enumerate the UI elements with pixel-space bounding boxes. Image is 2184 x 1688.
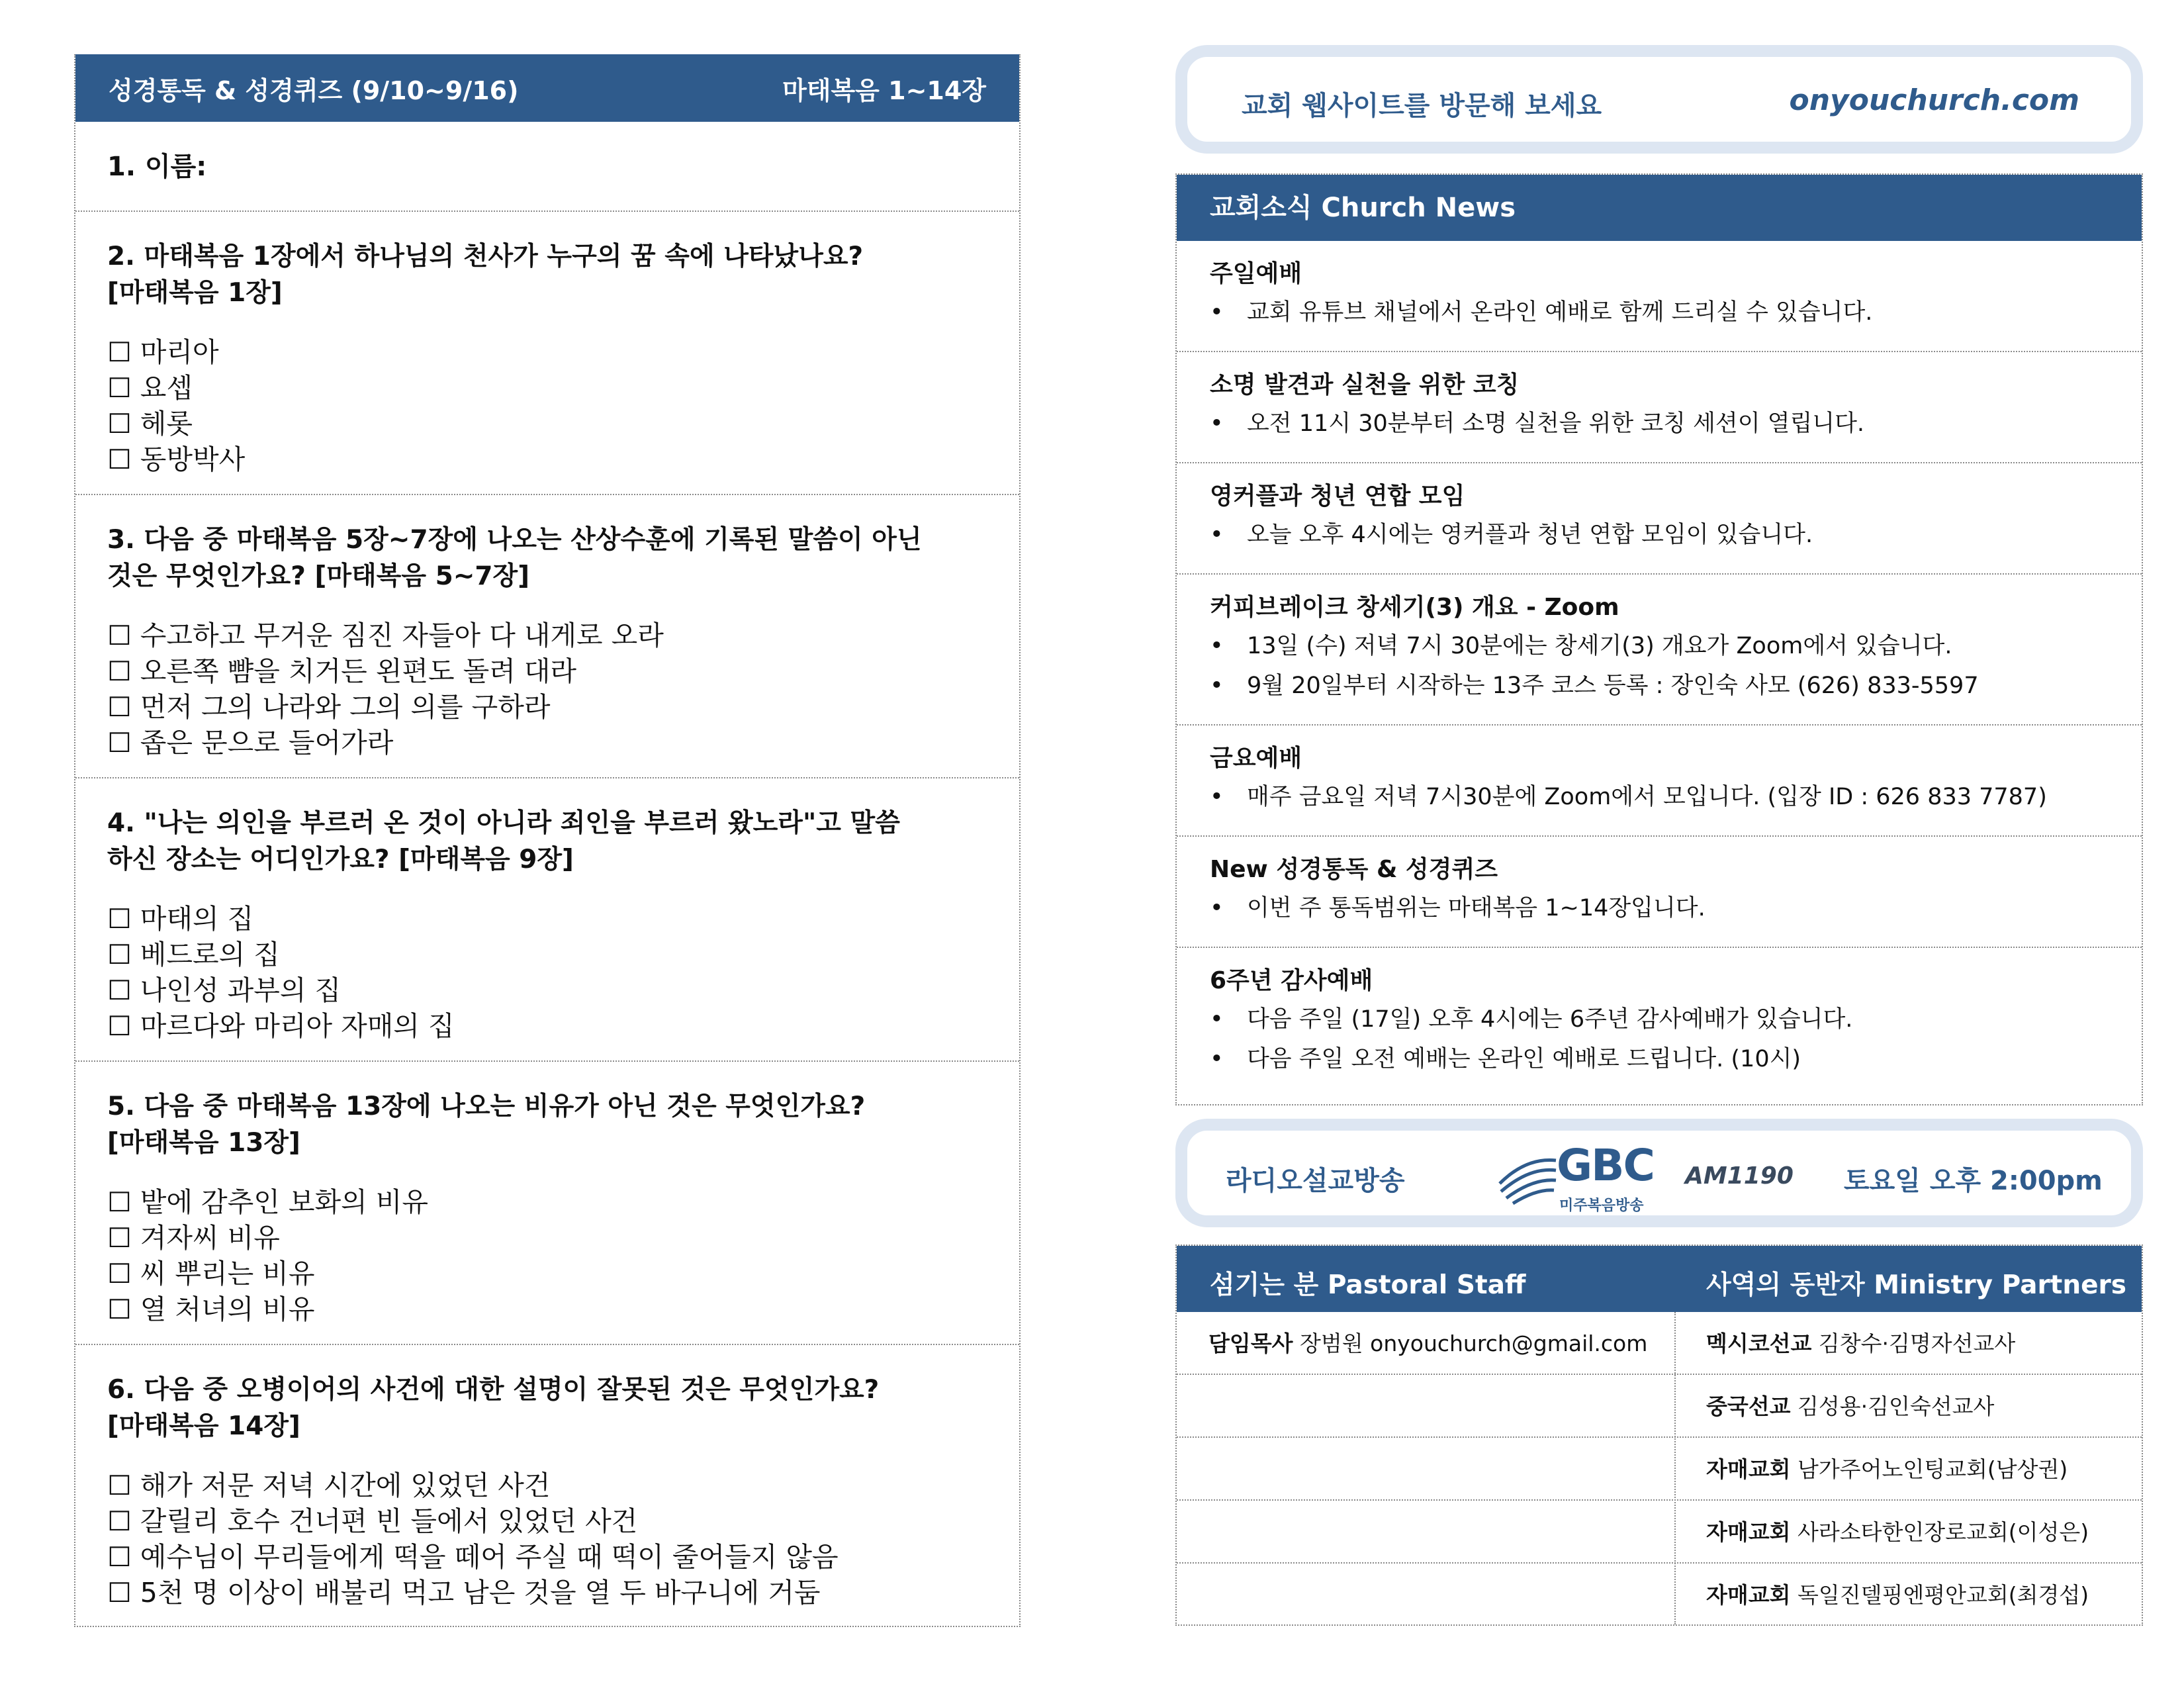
partner-cell: [1706, 1564, 2089, 1626]
news-item: [1177, 241, 2142, 352]
option-checkbox[interactable]: ☐ 열 처녀의 비유: [107, 1293, 315, 1325]
question-text: [107, 778, 987, 878]
partner-name: 사라소타한인장로교회(이성은): [1797, 1519, 2089, 1545]
radio-time: 토요일 오후 2:00pm: [1844, 1166, 2103, 1196]
news-item: [1177, 352, 2142, 463]
question-line-2: [마태복음 1장]: [107, 278, 283, 308]
news-item-title: 소명 발견과 실천을 위한 코칭: [1210, 371, 1520, 399]
option-checkbox[interactable]: ☐ 베드로의 집: [107, 939, 280, 970]
option-checkbox[interactable]: ☐ 마르다와 마리아 자매의 집: [107, 1010, 455, 1042]
pastor-info: 장범원 onyouchurch@gmail.com: [1300, 1331, 1648, 1356]
news-bullet: • 다음 주일 오전 예배는 온라인 예배로 드립니다. (10시): [1210, 1039, 2109, 1079]
news-item: [1177, 463, 2142, 575]
question-line-1: 6. 다음 중 오병이어의 사건에 대한 설명이 잘못된 것은 무엇인가요?: [107, 1375, 880, 1405]
partner-role: 멕시코선교: [1706, 1331, 1812, 1356]
news-bullet: • 9월 20일부터 시작하는 13주 코스 등록 : 장인숙 사모 (626) 833-5597: [1210, 666, 2109, 706]
partner-name: 김성용·김인숙선교사: [1797, 1393, 1995, 1419]
question-line-1: 3. 다음 중 마태복음 5장~7장에 나오는 산상수훈에 기록된 말씀이 아닌: [107, 525, 922, 555]
partner-role: 중국선교: [1706, 1393, 1791, 1419]
radio-frequency: AM1190: [1685, 1162, 1794, 1190]
pastoral-staff-heading: 섬기는 분 Pastoral Staff: [1210, 1270, 1526, 1300]
question-line-1: 2. 마태복음 1장에서 하나님의 천사가 누구의 꿈 속에 나타났나요?: [107, 242, 864, 271]
option-checkbox[interactable]: ☐ 수고하고 무거운 짐진 자들아 다 내게로 오라: [107, 620, 664, 651]
gbc-logo-text: GBC: [1557, 1140, 1654, 1191]
partner-cell: [1706, 1375, 1994, 1438]
website-banner: [1175, 45, 2143, 154]
options: [107, 618, 987, 761]
question-text: [107, 212, 987, 311]
news-header: 교회소식 Church News: [1177, 175, 2142, 241]
partner-cell: [1706, 1312, 2015, 1375]
option-checkbox[interactable]: ☐ 나인성 과부의 집: [107, 974, 341, 1006]
staff-table: [1175, 1244, 2143, 1626]
option-checkbox[interactable]: ☐ 요셉: [107, 372, 193, 404]
news-bullet: • 오전 11시 30분부터 소명 실천을 위한 코칭 세션이 열립니다.: [1210, 404, 2109, 444]
option-checkbox[interactable]: ☐ 먼저 그의 나라와 그의 의를 구하라: [107, 691, 551, 723]
option-checkbox[interactable]: ☐ 동방박사: [107, 444, 246, 475]
option-checkbox[interactable]: ☐ 예수님이 무리들에게 떡을 떼어 주실 때 떡이 줄어들지 않음: [107, 1541, 839, 1573]
table-row: [1177, 1438, 2142, 1501]
question-2: [75, 212, 1019, 495]
ministry-partners-heading: 사역의 동반자 Ministry Partners: [1706, 1270, 2126, 1300]
website-label: 교회 웹사이트를 방문해 보세요: [1242, 91, 1602, 121]
options: [107, 334, 987, 477]
gbc-logo-subtext: 미주복음방송: [1559, 1197, 1644, 1214]
partner-name: 남가주어노인팅교회(남상권): [1797, 1456, 2068, 1482]
news-item: [1177, 948, 2142, 1104]
option-checkbox[interactable]: ☐ 마리아: [107, 336, 219, 368]
options: [107, 1184, 987, 1327]
question-5: [75, 1062, 1019, 1345]
partner-cell: [1706, 1501, 2089, 1564]
option-checkbox[interactable]: ☐ 오른쪽 뺨을 치거든 왼편도 돌려 대라: [107, 655, 577, 687]
table-row: [1177, 1501, 2142, 1564]
news-item: [1177, 726, 2142, 837]
partner-name: 독일진델핑엔평안교회(최경섭): [1797, 1582, 2089, 1608]
name-field-section: [75, 122, 1019, 212]
option-checkbox[interactable]: ☐ 5천 명 이상이 배불리 먹고 남은 것을 열 두 바구니에 거둠: [107, 1577, 821, 1609]
question-text: [107, 495, 987, 594]
table-row: [1177, 1564, 2142, 1626]
news-item: [1177, 837, 2142, 948]
bible-quiz-panel: [74, 54, 1021, 1627]
church-news-panel: [1175, 173, 2143, 1105]
option-checkbox[interactable]: ☐ 마태의 집: [107, 903, 254, 935]
radio-label: 라디오설교방송: [1226, 1166, 1405, 1196]
gbc-logo: [1493, 1140, 1665, 1213]
news-bullet: • 교회 유튜브 채널에서 온라인 예배로 함께 드리실 수 있습니다.: [1210, 293, 2109, 332]
news-item-title: 커피브레이크 창세기(3) 개요 - Zoom: [1210, 594, 1619, 621]
news-item-title: 영커플과 청년 연합 모임: [1210, 483, 1465, 510]
news-item-title: 금요예배: [1210, 745, 1302, 772]
option-checkbox[interactable]: ☐ 갈릴리 호수 건너편 빈 들에서 있었던 사건: [107, 1505, 638, 1537]
news-item-title: New 성경통독 & 성경퀴즈: [1210, 856, 1498, 883]
partner-role: 자매교회: [1706, 1582, 1791, 1608]
partner-role: 자매교회: [1706, 1519, 1791, 1545]
news-item-title: 6주년 감사예배: [1210, 967, 1373, 994]
pastor-cell: [1208, 1312, 1647, 1375]
question-6: [75, 1345, 1019, 1627]
question-text: [107, 1345, 987, 1444]
news-item: [1177, 575, 2142, 726]
news-bullet: • 13일 (수) 저녁 7시 30분에는 창세기(3) 개요가 Zoom에서 있습니다.: [1210, 626, 2109, 666]
quiz-header: [75, 54, 1019, 122]
option-checkbox[interactable]: ☐ 밭에 감추인 보화의 비유: [107, 1186, 428, 1218]
question-3: [75, 495, 1019, 778]
question-line-1: 5. 다음 중 마태복음 13장에 나오는 비유가 아닌 것은 무엇인가요?: [107, 1092, 866, 1121]
news-bullet: • 매주 금요일 저녁 7시30분에 Zoom에서 모입니다. (입장 ID : 626 833 7787): [1210, 777, 2109, 817]
option-checkbox[interactable]: ☐ 겨자씨 비유: [107, 1222, 280, 1254]
question-line-1: 4. "나는 의인을 부르러 온 것이 아니라 죄인을 부르러 왔노라"고 말씀: [107, 808, 900, 838]
option-checkbox[interactable]: ☐ 헤롯: [107, 408, 193, 440]
option-checkbox[interactable]: ☐ 좁은 문으로 들어가라: [107, 727, 394, 759]
staff-header: [1177, 1246, 2142, 1312]
question-line-2: [마태복음 14장]: [107, 1411, 300, 1441]
option-checkbox[interactable]: ☐ 해가 저문 저녁 시간에 있었던 사건: [107, 1470, 551, 1501]
table-row: [1177, 1375, 2142, 1438]
globe-icon: [1493, 1144, 1559, 1210]
options: [107, 1468, 987, 1611]
radio-broadcast-banner: [1175, 1119, 2143, 1227]
table-row: [1177, 1312, 2142, 1375]
partner-name: 김창수·김명자선교사: [1818, 1331, 2016, 1356]
news-item-title: 주일예배: [1210, 260, 1302, 287]
question-4: [75, 778, 1019, 1062]
quiz-range: 마태복음 1~14장: [782, 75, 986, 105]
options: [107, 901, 987, 1044]
question-line-2: 것은 무엇인가요? [마태복음 5~7장]: [107, 561, 530, 591]
website-link[interactable]: onyouchurch.com: [1789, 83, 2079, 117]
question-text: [107, 1062, 987, 1161]
news-bullet: • 오늘 오후 4시에는 영커플과 청년 연합 모임이 있습니다.: [1210, 515, 2109, 555]
name-label: 1. 이름:: [107, 152, 207, 182]
news-bullet: • 다음 주일 (17일) 오후 4시에는 6주년 감사예배가 있습니다.: [1210, 1000, 2109, 1039]
question-line-2: 하신 장소는 어디인가요? [마태복음 9장]: [107, 845, 574, 874]
option-checkbox[interactable]: ☐ 씨 뿌리는 비유: [107, 1258, 315, 1289]
question-line-2: [마태복음 13장]: [107, 1128, 300, 1158]
partner-role: 자매교회: [1706, 1456, 1791, 1482]
partner-cell: [1706, 1438, 2068, 1501]
quiz-title: 성경통독 & 성경퀴즈 (9/10~9/16): [109, 75, 519, 105]
news-bullet: • 이번 주 통독범위는 마태복음 1~14장입니다.: [1210, 888, 2109, 928]
pastor-role: 담임목사: [1208, 1331, 1293, 1356]
